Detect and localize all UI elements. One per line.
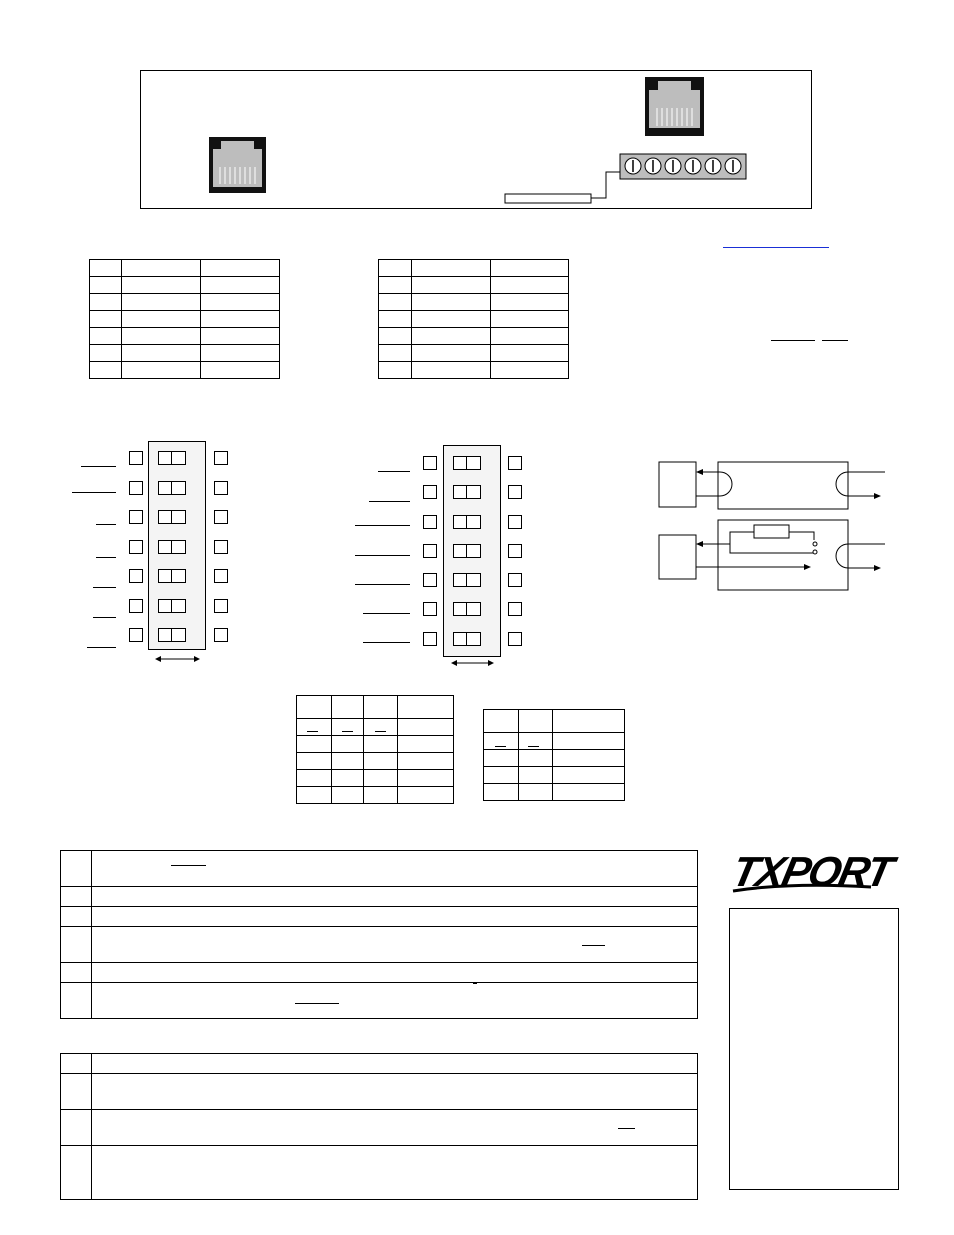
label-slot (505, 194, 591, 203)
rj45-jack-right (645, 77, 704, 136)
logo-text: TXPORT (728, 848, 896, 895)
pinout-table-left (89, 259, 280, 379)
truth-table-b (483, 709, 625, 801)
board-drawing (0, 0, 954, 260)
pinout-table-right (378, 259, 569, 379)
notes-table-a (60, 850, 698, 1019)
notes-table-b (60, 1053, 698, 1200)
info-sidebar-box (729, 908, 899, 1190)
terminal-block (620, 154, 746, 179)
link-underline[interactable] (723, 247, 829, 248)
rj45-jack-left (209, 137, 266, 193)
overline-mark (822, 340, 848, 341)
double-arrow-icon (451, 656, 494, 670)
overline-mark (771, 340, 815, 341)
txport-logo (728, 846, 903, 902)
loopback-diagrams (650, 455, 890, 595)
truth-table-a (296, 695, 454, 804)
double-arrow-icon (155, 652, 200, 666)
